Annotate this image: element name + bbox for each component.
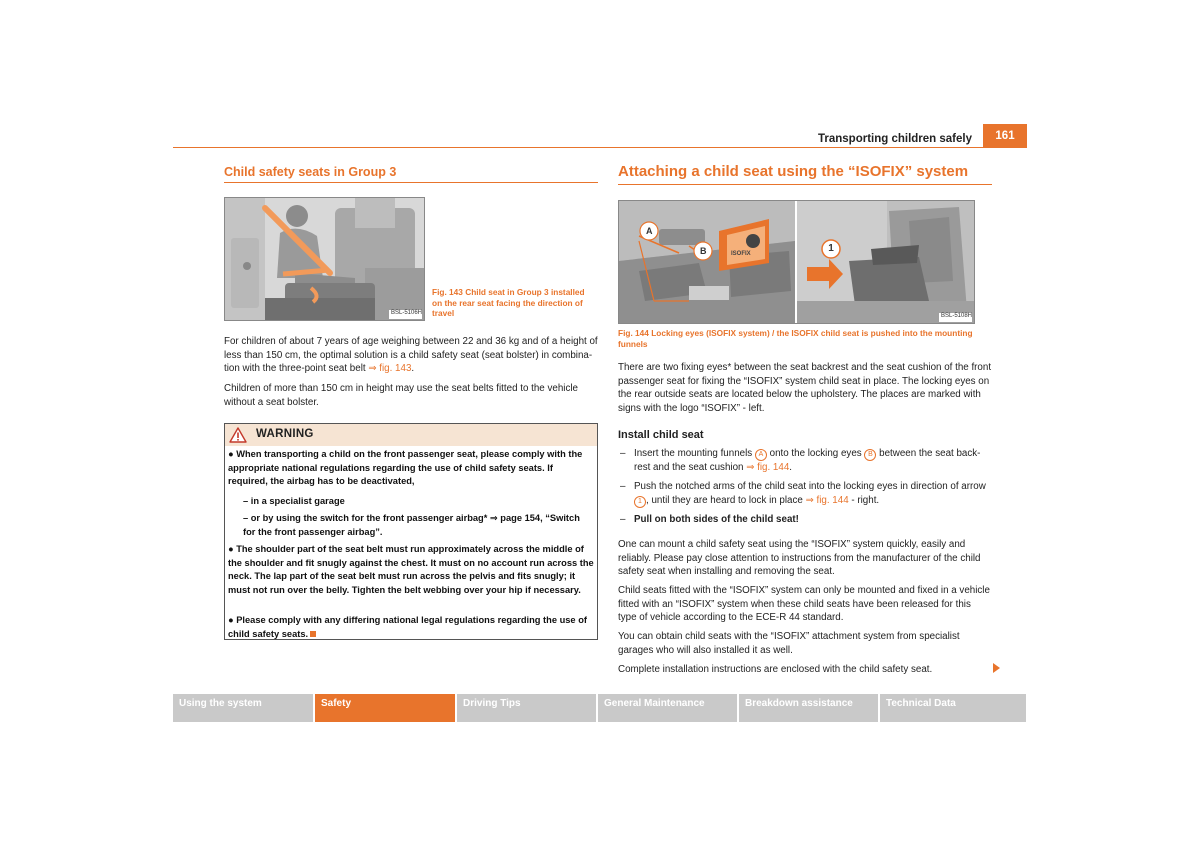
warning-triangle-icon bbox=[229, 427, 247, 443]
left-paragraph-1-end: . bbox=[411, 363, 415, 375]
figure-143-id: BSL-5106H bbox=[391, 310, 423, 316]
left-paragraph-2: Children of more than 150 cm in height may use the seat belts fitted to the vehicle without a seat bolster. bbox=[224, 383, 578, 408]
left-paragraph-1-text: For children of about 7 years of age weighing between 22 and 36 kg and of a height of less than 150 cm, the optimal solution is a child safety seat (seat bolster) in combina-tion with the three-point seat belt bbox=[224, 336, 598, 375]
running-header-title: Transporting children safely bbox=[817, 133, 972, 145]
right-paragraph-1: There are two fixing eyes* between the seat backrest and the seat cushion of the front passenger seat for fixing the “ISOFIX” system child seat in place. The locking eyes on the rear outside seats are located below the upholstery. The places are marked with signs with the logo “ISOFIX” - left. bbox=[618, 362, 992, 414]
right-paragraph-2: One can mount a child safety seat using the “ISOFIX” system quickly, easily and reliably. Please pay close attention to instructions from the manufacturer of the child safety seat when installing and removing the seat. bbox=[618, 539, 981, 578]
install-step-3 bbox=[620, 513, 992, 527]
step-3-text: Pull on both sides of the child seat! bbox=[634, 514, 799, 525]
continue-arrow-icon bbox=[993, 663, 1000, 673]
step-2-text-b: , until they are heard to lock in place bbox=[646, 494, 806, 506]
warning-header bbox=[225, 424, 597, 446]
install-child-seat-heading: Install child seat bbox=[618, 429, 704, 441]
marker-1: 1 bbox=[634, 496, 646, 508]
figure-144-caption: Fig. 144 Locking eyes (ISOFIX system) / the ISOFIX child seat is pushed into the mounting funnels bbox=[618, 328, 973, 349]
tab-general-maintenance[interactable]: General Maintenance bbox=[598, 694, 737, 722]
install-step-1 bbox=[620, 447, 992, 475]
heading-rule bbox=[618, 184, 992, 185]
figure-144-image bbox=[618, 200, 975, 324]
section-heading-group3: Child safety seats in Group 3 bbox=[224, 165, 397, 179]
figure-143-image bbox=[224, 197, 425, 321]
figure-143-caption: Fig. 143 Child seat in Group 3 installed on the rear seat facing the direction of travel bbox=[432, 287, 585, 318]
tab-technical-data[interactable]: Technical Data bbox=[880, 694, 1026, 722]
warning-box bbox=[224, 423, 598, 640]
tab-breakdown-assistance[interactable]: Breakdown assistance bbox=[739, 694, 878, 722]
list-dash: – bbox=[620, 514, 626, 525]
step-1-text-b: onto the locking eyes bbox=[766, 448, 865, 459]
child-booster-seat-illustration bbox=[225, 198, 424, 320]
right-paragraph-5: Complete installation instructions are enclosed with the child safety seat. bbox=[618, 664, 933, 675]
tab-safety[interactable]: Safety bbox=[315, 694, 455, 722]
page-number: 161 bbox=[983, 124, 1027, 148]
list-dash: – bbox=[620, 481, 626, 492]
right-paragraph-3: Child seats fitted with the “ISOFIX” system can only be mounted and fixed in a vehicle fitted with an “ISOFIX” system when these child seats have been released for this type of vehicle according to the ECE-R 44 standard. bbox=[618, 585, 990, 624]
warning-bullet-1: ● When transporting a child on the front passenger seat, please comply with the appropriate national regulations regarding the use of child safety seats. If required, the airbag has to be deactivated, bbox=[228, 449, 583, 487]
isofix-logo-text: ISOFIX bbox=[731, 251, 751, 257]
header-rule bbox=[173, 147, 1026, 148]
step-2-text-a: Push the notched arms of the child seat into the locking eyes in direction of arrow bbox=[634, 481, 986, 492]
chapter-navigation bbox=[173, 694, 1026, 722]
warning-bullet-2: ● The shoulder part of the seat belt must run approximately across the middle of the shoulder and fit snugly against the chest. It must on no account run across the neck. The lap part of the seat belt must run across the pelvis and fits snugly; it must not run over the belly. Tighten the belt webbing over your hip if necessary. bbox=[228, 544, 594, 595]
marker-b: B bbox=[864, 449, 876, 461]
figure-144-label-a: A bbox=[646, 226, 653, 236]
isofix-illustration bbox=[619, 201, 974, 323]
heading-rule bbox=[224, 182, 598, 183]
figure-144-label-b: B bbox=[700, 246, 707, 256]
step-1-end: . bbox=[789, 462, 793, 473]
warning-sub-item-1: – in a specialist garage bbox=[243, 496, 345, 506]
figure-144-id: BSL-5108H bbox=[941, 313, 973, 319]
figure-144-link[interactable]: ⇒ fig. 144 bbox=[805, 494, 849, 506]
step-1-text-c: between the seat back-rest and the seat cushion bbox=[634, 448, 981, 473]
warning-title: WARNING bbox=[256, 428, 314, 440]
step-2-end: - right. bbox=[848, 494, 880, 506]
figure-144-link[interactable]: ⇒ fig. 144 bbox=[746, 462, 790, 473]
warning-bullet-3-text: ● Please comply with any differing national legal regulations regarding the use of child safety seats. bbox=[228, 615, 587, 639]
left-paragraph-1 bbox=[224, 335, 598, 376]
tab-driving-tips[interactable]: Driving Tips bbox=[457, 694, 596, 722]
right-paragraph-4: You can obtain child seats with the “ISOFIX” attachment system from specialist garages who will also installed it as well. bbox=[618, 631, 960, 656]
warning-sub-item-2: – or by using the switch for the front passenger airbag* ⇒ page 154, “Switch for the front passenger airbag”. bbox=[243, 513, 580, 537]
marker-a: A bbox=[755, 449, 767, 461]
section-heading-isofix: Attaching a child seat using the “ISOFIX” system bbox=[618, 163, 969, 180]
figure-144-label-1: 1 bbox=[828, 243, 834, 254]
warning-bullet-3 bbox=[228, 614, 594, 641]
list-dash: – bbox=[620, 448, 626, 459]
end-of-section-marker bbox=[310, 631, 316, 637]
step-1-text-a: Insert the mounting funnels bbox=[634, 448, 755, 459]
install-step-2 bbox=[620, 480, 992, 508]
tab-using-the-system[interactable]: Using the system bbox=[173, 694, 313, 722]
figure-143-link[interactable]: ⇒ fig. 143 bbox=[368, 363, 412, 375]
